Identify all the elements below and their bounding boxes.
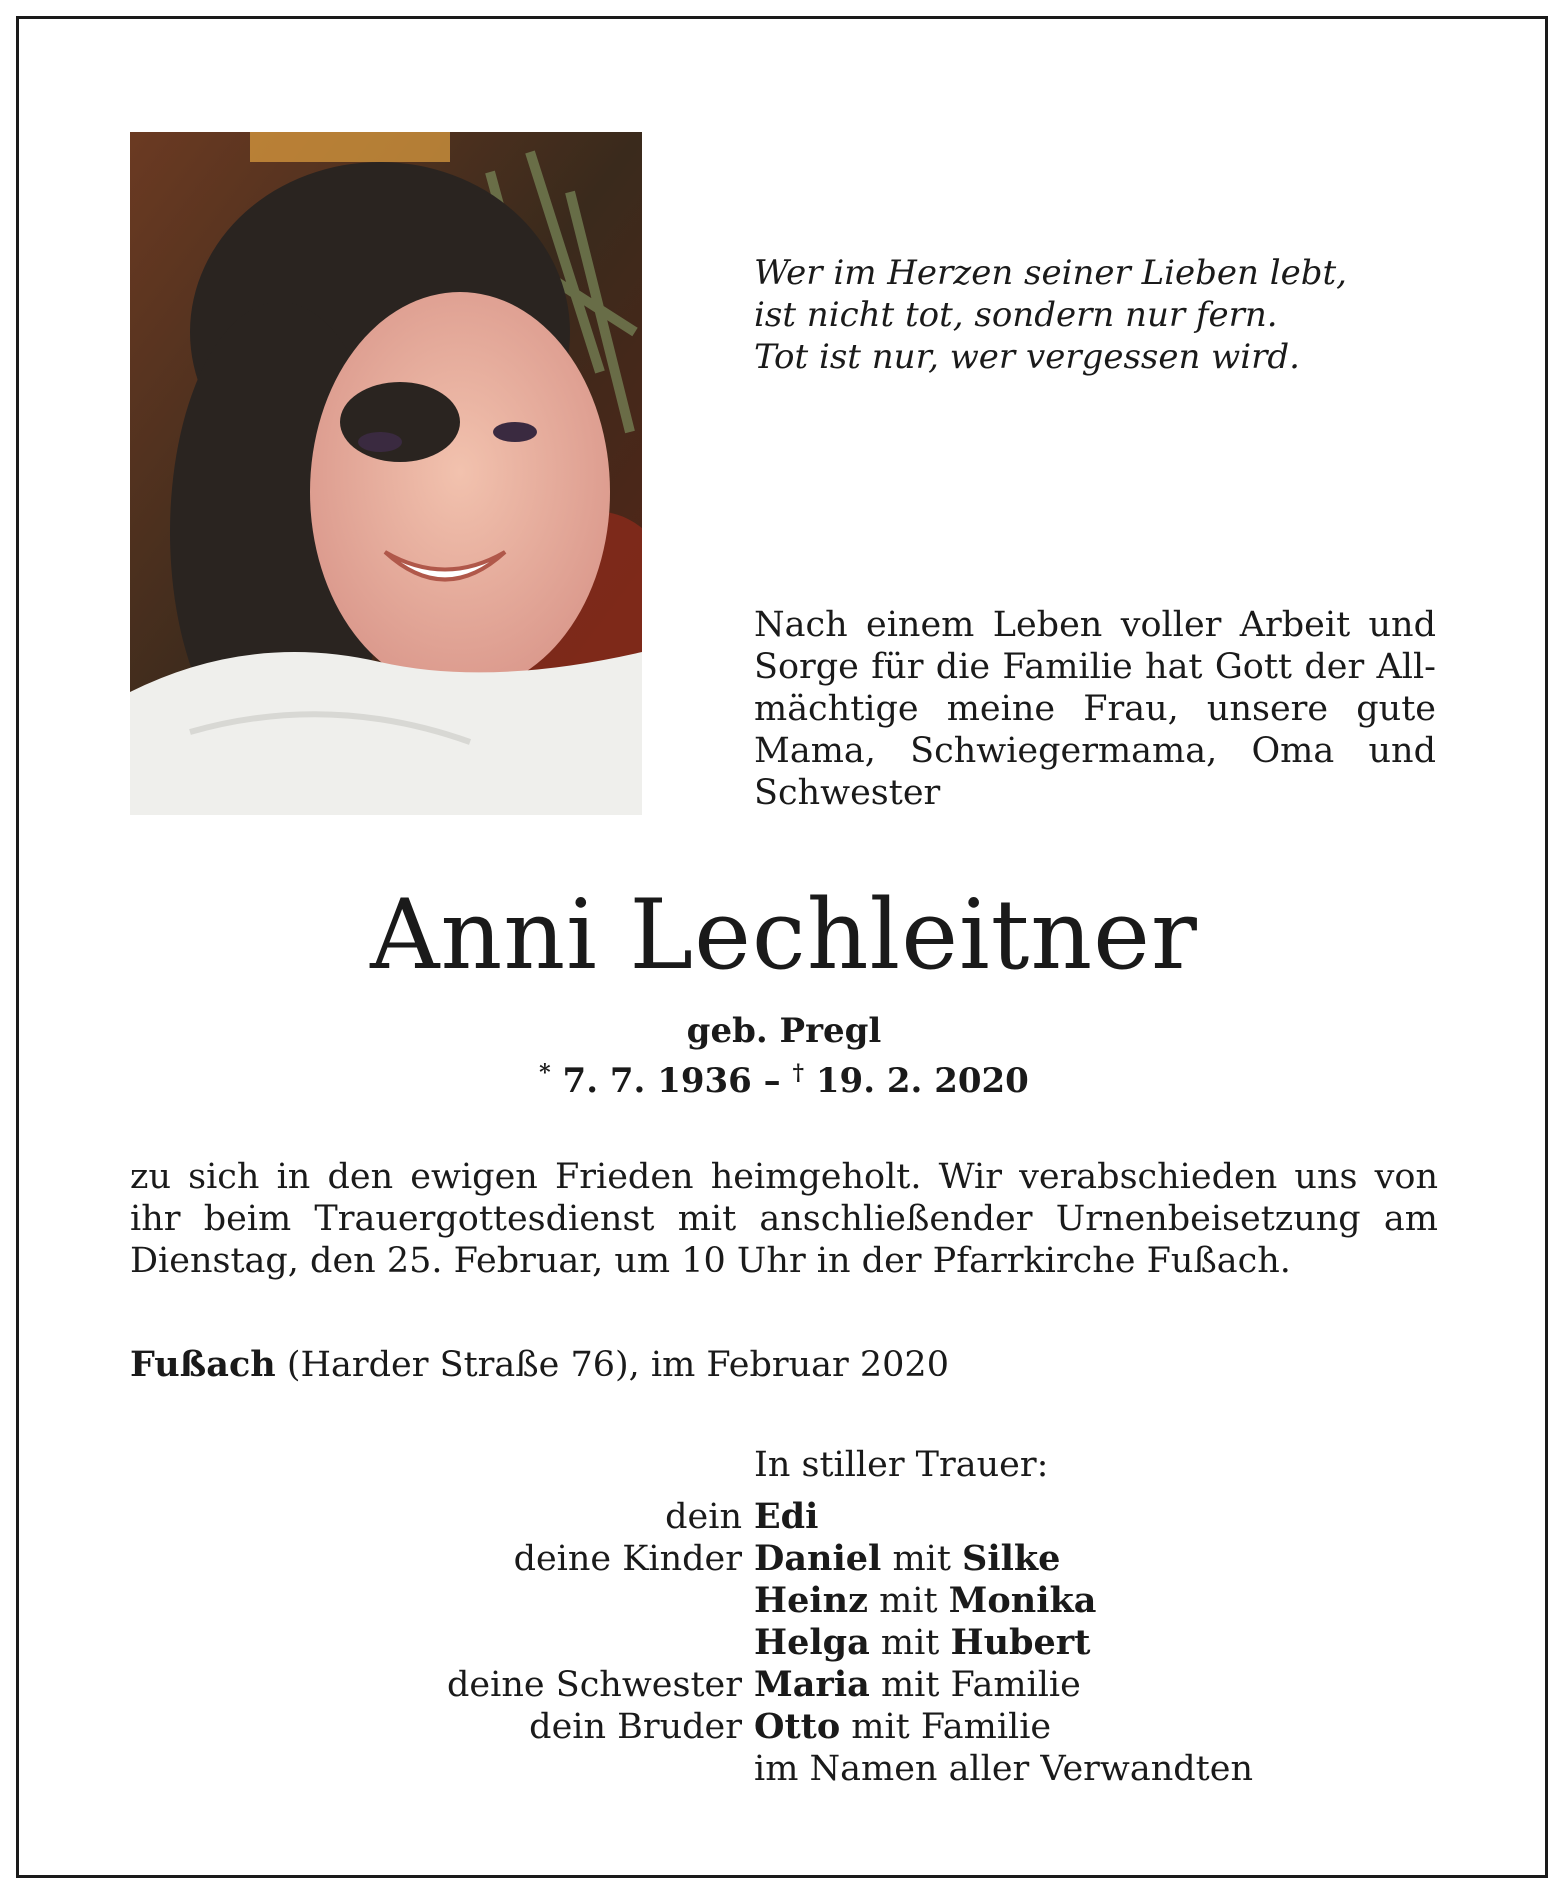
- mourner-conj: mit: [881, 1539, 963, 1579]
- birth-date: 7. 7. 1936: [562, 1061, 752, 1101]
- mourner-relation: deine Schwester: [447, 1665, 742, 1705]
- birth-name: geb. Pregl: [686, 1011, 882, 1051]
- mourner-names: [754, 1580, 1096, 1622]
- mourner-relation: dein Bruder: [529, 1707, 742, 1747]
- mourner-row: [130, 1496, 1460, 1538]
- mourner-partner: Hubert: [950, 1622, 1091, 1663]
- mourner-row: [130, 1748, 1460, 1790]
- mourner-partner: Monika: [948, 1580, 1097, 1621]
- death-date: 19. 2. 2020: [815, 1061, 1029, 1101]
- mourner-names: [754, 1622, 1090, 1664]
- intro-text: Nach einem Leben voller Arbeit und Sorge für die Familie hat Gott der All-mächtige meine Frau, unsere gute Mama, Schwiegermama, Oma und Schwester: [754, 605, 1436, 813]
- mourner-name: Otto: [754, 1706, 841, 1747]
- quote-line: ist nicht tot, sondern nur fern.: [754, 295, 1278, 335]
- mourner-names: [754, 1496, 818, 1538]
- mourner-conj: mit: [867, 1581, 949, 1621]
- memorial-quote: [754, 252, 1454, 378]
- mourner-conj: mit: [869, 1623, 951, 1663]
- mourner-name: Daniel: [754, 1538, 882, 1579]
- mourner-name: Heinz: [754, 1580, 868, 1621]
- mourning-label: In stiller Trauer:: [754, 1445, 1049, 1485]
- death-symbol: †: [792, 1060, 805, 1086]
- portrait-photo: [130, 132, 642, 815]
- birth-symbol: *: [539, 1060, 551, 1086]
- mourner-names: [754, 1538, 1060, 1580]
- mourner-row: [130, 1538, 1460, 1580]
- quote-line: Tot ist nur, wer vergessen wird.: [754, 337, 1300, 377]
- mourners-list: [130, 1496, 1460, 1790]
- mourner-relation: [130, 1622, 754, 1664]
- mourner-row: [130, 1664, 1460, 1706]
- mourner-suffix: mit Familie: [869, 1665, 1081, 1705]
- mourner-name: Edi: [754, 1496, 819, 1537]
- mourner-suffix: im Namen aller Verwandten: [754, 1749, 1253, 1789]
- date-separator: –: [763, 1061, 781, 1101]
- place-rest: (Harder Straße 76), im Februar 2020: [275, 1345, 949, 1385]
- mourner-suffix: mit Familie: [840, 1707, 1052, 1747]
- mourner-row: [130, 1580, 1460, 1622]
- mourner-partner: Silke: [962, 1538, 1061, 1579]
- place-town: Fußach: [130, 1344, 276, 1385]
- funeral-announcement: zu sich in den ewigen Frieden heimgeholt. Wir verabschieden uns von ihr beim Trauergottesdienst mit anschließender Urnenbeisetzung am Dienstag, den 25. Februar, um 10 Uhr in der Pfarrkirche Fußach.: [130, 1157, 1438, 1281]
- mourner-relation: [130, 1748, 754, 1790]
- mourner-names: [754, 1664, 1081, 1706]
- mourner-relation: dein: [665, 1497, 742, 1537]
- mourner-row: [130, 1706, 1460, 1748]
- place-and-date: [130, 1344, 949, 1386]
- mourner-name: Maria: [754, 1664, 870, 1705]
- mourner-relation: deine Kinder: [513, 1539, 742, 1579]
- deceased-name: Anni Lechleitner: [370, 879, 1198, 991]
- mourner-relation: [130, 1580, 754, 1622]
- mourner-name: Helga: [754, 1622, 870, 1663]
- quote-line: Wer im Herzen seiner Lieben lebt,: [754, 253, 1347, 293]
- mourner-names: [754, 1748, 1253, 1790]
- life-dates: [0, 1052, 1568, 1102]
- mourner-row: [130, 1622, 1460, 1664]
- mourner-names: [754, 1706, 1051, 1748]
